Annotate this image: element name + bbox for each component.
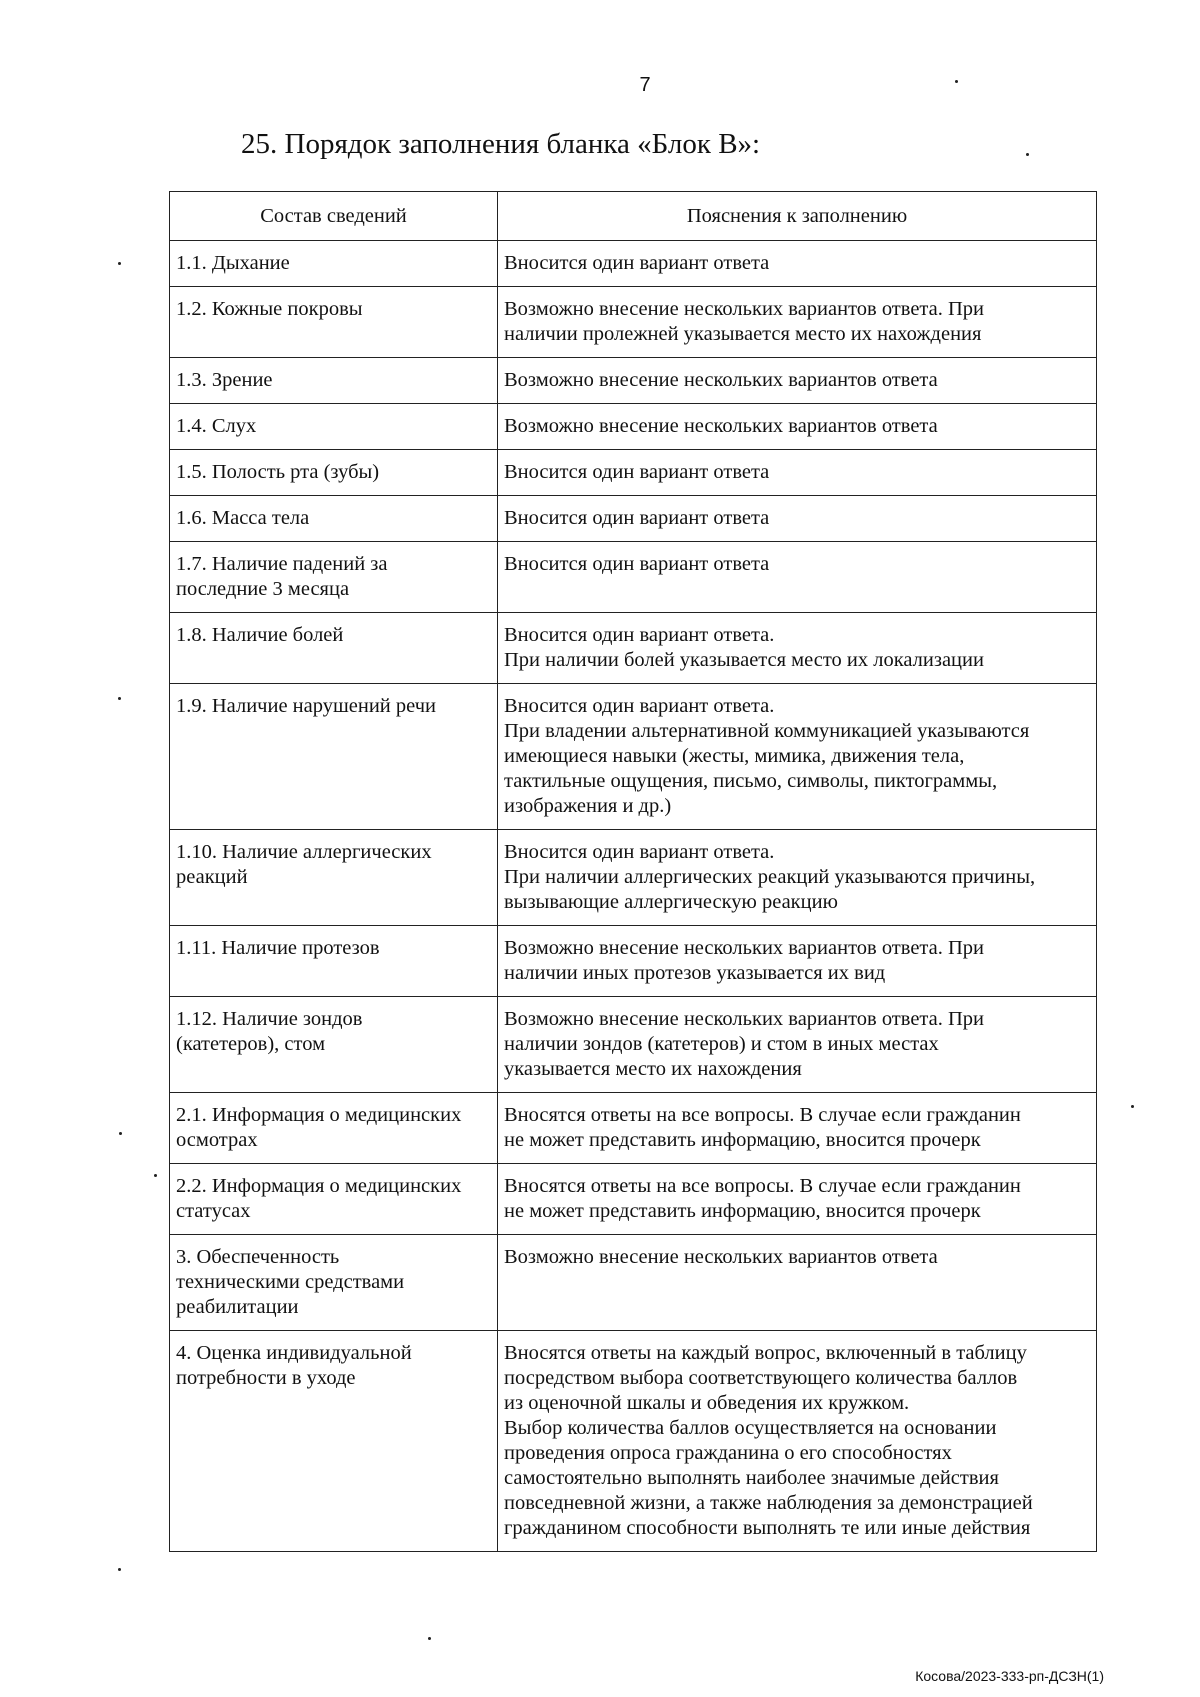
row-item-cell: [170, 542, 498, 613]
section-title: 25. Порядок заполнения бланка «Блок В»:: [241, 128, 761, 160]
table-row: [170, 241, 1097, 287]
explanation-text-line: самостоятельно выполнять наиболее значимые действия: [504, 1467, 999, 1489]
table-row: [170, 450, 1097, 496]
scan-speck: [1026, 153, 1029, 156]
row-item-cell: [170, 241, 498, 287]
explanation-text-line: тактильные ощущения, письмо, символы, пиктограммы,: [504, 770, 998, 792]
scan-speck: [119, 1132, 122, 1135]
item-text-line: 1.10. Наличие аллергических: [176, 841, 432, 863]
item-text-line: 3. Обеспеченность: [176, 1246, 340, 1268]
table-row: [170, 830, 1097, 926]
table-row: [170, 1235, 1097, 1331]
item-text-line: реабилитации: [176, 1296, 299, 1318]
explanation-text-line: указывается место их нахождения: [504, 1058, 802, 1080]
row-item-cell: [170, 358, 498, 404]
item-text-line: 1.4. Слух: [176, 415, 257, 437]
item-text-line: 1.7. Наличие падений за: [176, 553, 388, 575]
page-number: 7: [639, 74, 651, 96]
row-explanation-cell: [498, 450, 1097, 496]
scan-speck: [154, 1174, 157, 1177]
table-row: [170, 1331, 1097, 1552]
scan-speck: [118, 1568, 121, 1571]
item-text-line: осмотрах: [176, 1129, 258, 1151]
item-text-line: 1.3. Зрение: [176, 369, 273, 391]
scan-speck: [1131, 1105, 1134, 1108]
explanation-text-line: проведения опроса гражданина о его способностях: [504, 1442, 952, 1464]
explanation-text-line: При владении альтернативной коммуникацией указываются: [504, 720, 1030, 742]
row-explanation-cell: [498, 926, 1097, 997]
explanation-text-line: из оценочной шкалы и обведения их кружком.: [504, 1392, 910, 1414]
explanation-text-line: изображения и др.): [504, 795, 672, 817]
scan-speck: [955, 80, 958, 83]
scan-speck: [118, 697, 121, 700]
explanation-text-line: Вносится один вариант ответа: [504, 252, 770, 274]
row-explanation-cell: [498, 1235, 1097, 1331]
explanation-text-line: Возможно внесение нескольких вариантов ответа: [504, 415, 938, 437]
row-explanation-cell: [498, 1331, 1097, 1552]
scan-speck: [118, 262, 121, 265]
item-text-line: 1.11. Наличие протезов: [176, 937, 380, 959]
table-row: [170, 287, 1097, 358]
row-explanation-cell: [498, 1164, 1097, 1235]
table-row: [170, 926, 1097, 997]
table-row: [170, 613, 1097, 684]
table-row: [170, 997, 1097, 1093]
explanation-text-line: При наличии болей указывается место их локализации: [504, 649, 984, 671]
row-item-cell: [170, 1331, 498, 1552]
explanation-text-line: посредством выбора соответствующего количества баллов: [504, 1367, 1018, 1389]
row-item-cell: [170, 1164, 498, 1235]
item-text-line: реакций: [176, 866, 248, 888]
row-explanation-cell: [498, 1093, 1097, 1164]
explanation-text-line: имеющиеся навыки (жесты, мимика, движения тела,: [504, 745, 965, 767]
header-explanation: Пояснения к заполнению: [498, 192, 1097, 241]
table-row: [170, 404, 1097, 450]
explanation-text-line: наличии пролежней указывается место их нахождения: [504, 323, 982, 345]
explanation-text-line: Вносится один вариант ответа.: [504, 624, 775, 646]
item-text-line: (катетеров), стом: [176, 1033, 326, 1055]
item-text-line: 2.1. Информация о медицинских: [176, 1104, 462, 1126]
explanation-text-line: не может представить информацию, вносится прочерк: [504, 1129, 981, 1151]
scan-speck: [428, 1637, 431, 1640]
explanation-text-line: Выбор количества баллов осуществляется на основании: [504, 1417, 997, 1439]
row-item-cell: [170, 287, 498, 358]
table-header-row: [170, 192, 1097, 241]
row-item-cell: [170, 830, 498, 926]
row-item-cell: [170, 684, 498, 830]
table-row: [170, 542, 1097, 613]
table-row: [170, 1164, 1097, 1235]
filling-instructions-table: [169, 191, 1097, 1552]
explanation-text-line: Возможно внесение нескольких вариантов ответа. При: [504, 298, 985, 320]
row-explanation-cell: [498, 358, 1097, 404]
table-row: [170, 1093, 1097, 1164]
item-text-line: 1.1. Дыхание: [176, 252, 290, 274]
item-text-line: 1.5. Полость рта (зубы): [176, 461, 380, 483]
item-text-line: 1.2. Кожные покровы: [176, 298, 363, 320]
header-item: Состав сведений: [170, 192, 498, 241]
row-item-cell: [170, 613, 498, 684]
explanation-text-line: Возможно внесение нескольких вариантов ответа: [504, 369, 938, 391]
item-text-line: 1.8. Наличие болей: [176, 624, 344, 646]
row-item-cell: [170, 1093, 498, 1164]
explanation-text-line: не может представить информацию, вносится прочерк: [504, 1200, 981, 1222]
item-text-line: 1.12. Наличие зондов: [176, 1008, 363, 1030]
explanation-text-line: Вносятся ответы на все вопросы. В случае если гражданин: [504, 1175, 1021, 1197]
row-explanation-cell: [498, 496, 1097, 542]
row-item-cell: [170, 450, 498, 496]
explanation-text-line: наличии зондов (катетеров) и стом в иных местах: [504, 1033, 939, 1055]
row-explanation-cell: [498, 241, 1097, 287]
explanation-text-line: Вносится один вариант ответа.: [504, 841, 775, 863]
table-row: [170, 684, 1097, 830]
row-explanation-cell: [498, 684, 1097, 830]
item-text-line: 1.9. Наличие нарушений речи: [176, 695, 437, 717]
item-text-line: 4. Оценка индивидуальной: [176, 1342, 412, 1364]
item-text-line: потребности в уходе: [176, 1367, 356, 1389]
explanation-text-line: Вносится один вариант ответа.: [504, 695, 775, 717]
explanation-text-line: Возможно внесение нескольких вариантов ответа: [504, 1246, 938, 1268]
row-item-cell: [170, 404, 498, 450]
explanation-text-line: Вносится один вариант ответа: [504, 507, 770, 529]
row-explanation-cell: [498, 613, 1097, 684]
explanation-text-line: гражданином способности выполнять те или иные действия: [504, 1517, 1031, 1539]
row-item-cell: [170, 496, 498, 542]
item-text-line: последние 3 месяца: [176, 578, 350, 600]
explanation-text-line: Вносятся ответы на все вопросы. В случае если гражданин: [504, 1104, 1021, 1126]
table-row: [170, 496, 1097, 542]
row-explanation-cell: [498, 287, 1097, 358]
row-explanation-cell: [498, 997, 1097, 1093]
row-item-cell: [170, 1235, 498, 1331]
explanation-text-line: Вносятся ответы на каждый вопрос, включенный в таблицу: [504, 1342, 1027, 1364]
explanation-text-line: При наличии аллергических реакций указываются причины,: [504, 866, 1036, 888]
row-explanation-cell: [498, 830, 1097, 926]
explanation-text-line: вызывающие аллергическую реакцию: [504, 891, 838, 913]
row-explanation-cell: [498, 542, 1097, 613]
explanation-text-line: повседневной жизни, а также наблюдения за демонстрацией: [504, 1492, 1033, 1514]
explanation-text-line: Возможно внесение нескольких вариантов ответа. При: [504, 937, 985, 959]
item-text-line: статусах: [176, 1200, 251, 1222]
explanation-text-line: Вносится один вариант ответа: [504, 461, 770, 483]
row-explanation-cell: [498, 404, 1097, 450]
table-row: [170, 358, 1097, 404]
explanation-text-line: Возможно внесение нескольких вариантов ответа. При: [504, 1008, 985, 1030]
document-code: Косова/2023-333-рп-ДСЗН(1): [915, 1668, 1104, 1684]
explanation-text-line: наличии иных протезов указывается их вид: [504, 962, 886, 984]
item-text-line: техническими средствами: [176, 1271, 405, 1293]
item-text-line: 1.6. Масса тела: [176, 507, 310, 529]
row-item-cell: [170, 926, 498, 997]
explanation-text-line: Вносится один вариант ответа: [504, 553, 770, 575]
table-body: [170, 241, 1097, 1552]
row-item-cell: [170, 997, 498, 1093]
item-text-line: 2.2. Информация о медицинских: [176, 1175, 462, 1197]
